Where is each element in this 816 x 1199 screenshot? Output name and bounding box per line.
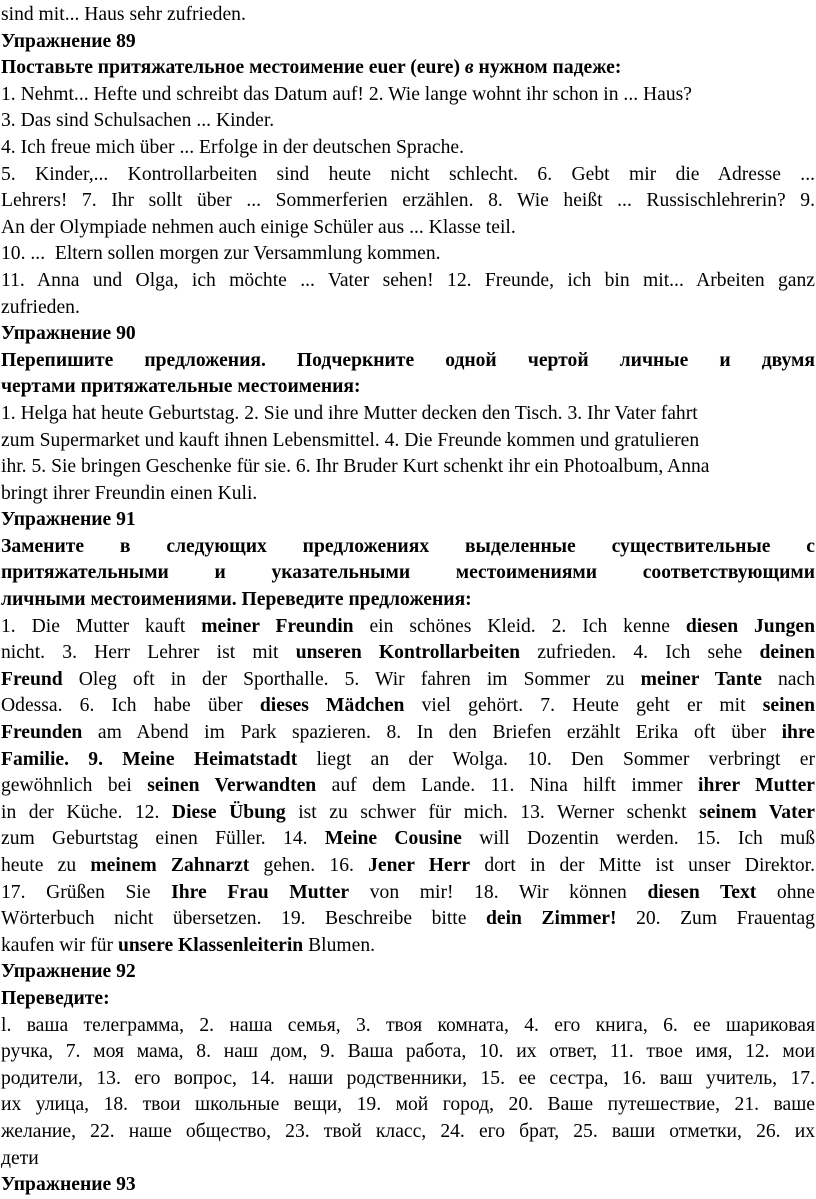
plain-text: von mir! 18. Wir können	[349, 881, 648, 903]
plain-text: gewöhnlich bei	[1, 775, 148, 797]
plain-text: 20. Zum Frauentag	[616, 908, 815, 930]
plain-text: zum Geburtstag einen Füller. 14.	[1, 828, 325, 850]
exercise-89-line: An der Olympiade nehmen auch einige Schüler aus ... Klasse teil.	[1, 216, 516, 238]
exercise-89-line: 11. Anna und Olga, ich möchte ... Vater sehen! 12. Freunde, ich bin mit... Arbeiten ganz	[1, 269, 815, 291]
plain-text: will Dozentin werden. 15. Ich muß	[461, 828, 815, 850]
exercise-90-line: zum Supermarket und kauft ihnen Lebensmittel. 4. Die Freunde kommen und gratulieren	[1, 429, 700, 451]
plain-text: 1. Die Mutter kauft	[1, 615, 202, 637]
exercise-91-instruction: Замените в следующих предложениях выделенные существительные с	[1, 535, 815, 557]
exercise-90-line: ihr. 5. Sie bringen Geschenke für sie. 6. Ihr Bruder Kurt schenkt ihr ein Photoalbum, Anna	[1, 456, 710, 478]
exercise-90-line: bringt ihrer Freundin einen Kuli.	[1, 482, 258, 504]
exercise-91-line	[1, 853, 815, 880]
highlighted-noun: seinen	[762, 695, 815, 717]
exercise-92-line: родители, 13. его вопрос, 14. наши родственники, 15. ее сестра, 16. ваш учитель, 17.	[1, 1067, 815, 1089]
exercise-91-heading: Упражнение 91	[1, 509, 136, 531]
highlighted-noun: Freunden	[1, 722, 83, 744]
exercise-89-heading: Упражнение 89	[1, 30, 136, 52]
highlighted-noun: unseren Kontrollarbeiten	[295, 642, 521, 664]
plain-text: ein schönes Kleid. 2. Ich kenne	[353, 615, 686, 637]
exercise-91-line	[1, 880, 815, 907]
exercise-91-instruction: притяжательными и указательными местоимениями соответствующими	[1, 562, 815, 584]
plain-text: am Abend im Park spazieren. 8. In den Briefen erzählt Erika oft über	[82, 722, 782, 744]
highlighted-noun: meinem Zahnarzt	[90, 855, 250, 876]
plain-text: Wörterbuch nicht übersetzen. 19. Beschreibe bitte	[1, 908, 486, 930]
plain-text: gehen. 16.	[249, 855, 369, 876]
exercise-89-line: 3. Das sind Schulsachen ... Kinder.	[1, 110, 275, 132]
instruction-text: Поставьте притяжательное местоимение euer (eure)	[1, 57, 465, 79]
highlighted-noun: seinen Verwandten	[147, 775, 317, 797]
exercise-91-line	[1, 800, 815, 827]
exercise-89-line: 10. ... Eltern sollen morgen zur Versammlung kommen.	[1, 243, 441, 265]
plain-text: heute zu	[1, 855, 91, 876]
plain-text: dort in der Mitte ist unser Direktor.	[470, 855, 815, 876]
plain-text: nicht. 3. Herr Lehrer ist mit	[1, 642, 296, 664]
highlighted-noun: unsere Klassenleiterin	[117, 934, 304, 956]
plain-text: ohne	[756, 881, 815, 903]
highlighted-noun: meiner Freundin	[201, 615, 354, 637]
plain-text: Odessa. 6. Ich habe über	[1, 695, 260, 717]
exercise-92-line: дети	[1, 1147, 39, 1169]
highlighted-noun: Freund	[1, 668, 63, 690]
exercise-91-line	[1, 614, 815, 641]
highlighted-noun: Diese Übung	[171, 801, 286, 823]
highlighted-noun: dein Zimmer!	[485, 908, 617, 930]
highlighted-noun: deinen	[759, 642, 815, 664]
plain-text: nach	[761, 668, 815, 690]
exercise-92-line: желание, 22. наше общество, 23. твой класс, 24. его брат, 25. ваши отметки, 26. их	[1, 1120, 815, 1142]
highlighted-noun: diesen Text	[647, 881, 757, 903]
exercise-89-line: 5. Kinder,... Kontrollarbeiten sind heute nicht schlecht. 6. Gebt mir die Adresse ...	[1, 163, 815, 185]
highlighted-noun: meiner Tante	[640, 668, 762, 690]
plain-text: Blumen.	[303, 934, 376, 956]
highlighted-noun: ihre	[781, 722, 815, 744]
exercise-90-line: 1. Helga hat heute Geburtstag. 2. Sie und ihre Mutter decken den Tisch. 3. Ihr Vater fahrt	[1, 402, 698, 424]
plain-text: zufrieden. 4. Ich sehe	[520, 642, 760, 664]
exercise-90-instruction: чертами притяжательные местоимения:	[1, 376, 361, 398]
instruction-text: нужном падеже:	[473, 57, 622, 79]
instruction-italic: в	[464, 57, 474, 79]
previous-exercise-tail: sind mit... Haus sehr zufrieden.	[1, 4, 246, 25]
exercise-91-line	[1, 826, 815, 853]
highlighted-noun: Familie. 9. Meine Heimatstadt	[1, 748, 298, 770]
exercise-91-line	[1, 906, 815, 933]
highlighted-noun: Jener Herr	[368, 855, 471, 876]
exercise-91-line	[1, 773, 815, 800]
exercise-92-line: l. ваша телеграмма, 2. наша семья, 3. твоя комната, 4. его книга, 6. ее шариковая	[1, 1014, 815, 1036]
plain-text: 17. Grüßen Sie	[1, 881, 172, 903]
exercise-91-line	[1, 640, 815, 667]
plain-text: kaufen wir für	[1, 934, 118, 956]
exercise-91-line	[1, 693, 815, 720]
plain-text: viel gehört. 7. Heute geht er mit	[404, 695, 763, 717]
exercise-91-line	[1, 747, 815, 774]
exercise-92-heading: Упражнение 92	[1, 961, 136, 983]
exercise-89-line: Lehrers! 7. Ihr sollt über ... Sommerferien erzählen. 8. Wie heißt ... Russischlehrerin? 9.	[1, 190, 815, 212]
plain-text: in der Küche. 12.	[1, 801, 172, 823]
exercise-89-instruction	[1, 55, 815, 82]
exercise-91-instruction: личными местоимениями. Переведите предложения:	[1, 589, 472, 611]
exercise-90-heading: Упражнение 90	[1, 323, 136, 345]
exercise-89-line: zufrieden.	[1, 296, 80, 318]
exercise-91-line	[1, 933, 815, 960]
highlighted-noun: Meine Cousine	[324, 828, 462, 850]
highlighted-noun: dieses Mädchen	[259, 695, 405, 717]
plain-text: liegt an der Wolga. 10. Den Sommer verbringt er	[297, 748, 815, 770]
exercise-92-line: ручка, 7. моя мама, 8. наш дом, 9. Ваша работа, 10. их ответ, 11. твое имя, 12. мои	[1, 1041, 815, 1063]
exercise-92-line: их улица, 18. твои школьные вещи, 19. мой город, 20. Ваше путешествие, 21. ваше	[1, 1094, 815, 1116]
exercise-91-line	[1, 720, 815, 747]
exercise-91-line	[1, 667, 815, 694]
highlighted-noun: Ihre Frau Mutter	[171, 881, 350, 903]
exercise-89-line: 4. Ich freue mich über ... Erfolge in der deutschen Sprache.	[1, 136, 464, 158]
exercise-89-line: 1. Nehmt... Hefte und schreibt das Datum auf! 2. Wie lange wohnt ihr schon in ... Haus?	[1, 83, 692, 105]
exercise-92-instruction: Переведите:	[1, 987, 110, 1009]
plain-text: Oleg oft in der Sporthalle. 5. Wir fahren im Sommer zu	[62, 668, 641, 690]
exercise-93-heading: Упражнение 93	[1, 1174, 136, 1196]
plain-text: ist zu schwer für mich. 13. Werner schenkt	[285, 801, 700, 823]
plain-text: auf dem Lande. 11. Nina hilft immer	[316, 775, 698, 797]
exercise-90-instruction: Перепишите предложения. Подчеркните одной чертой личные и двумя	[1, 349, 815, 371]
highlighted-noun: ihrer Mutter	[698, 775, 815, 797]
highlighted-noun: diesen Jungen	[685, 615, 815, 637]
highlighted-noun: seinem Vater	[699, 801, 815, 823]
